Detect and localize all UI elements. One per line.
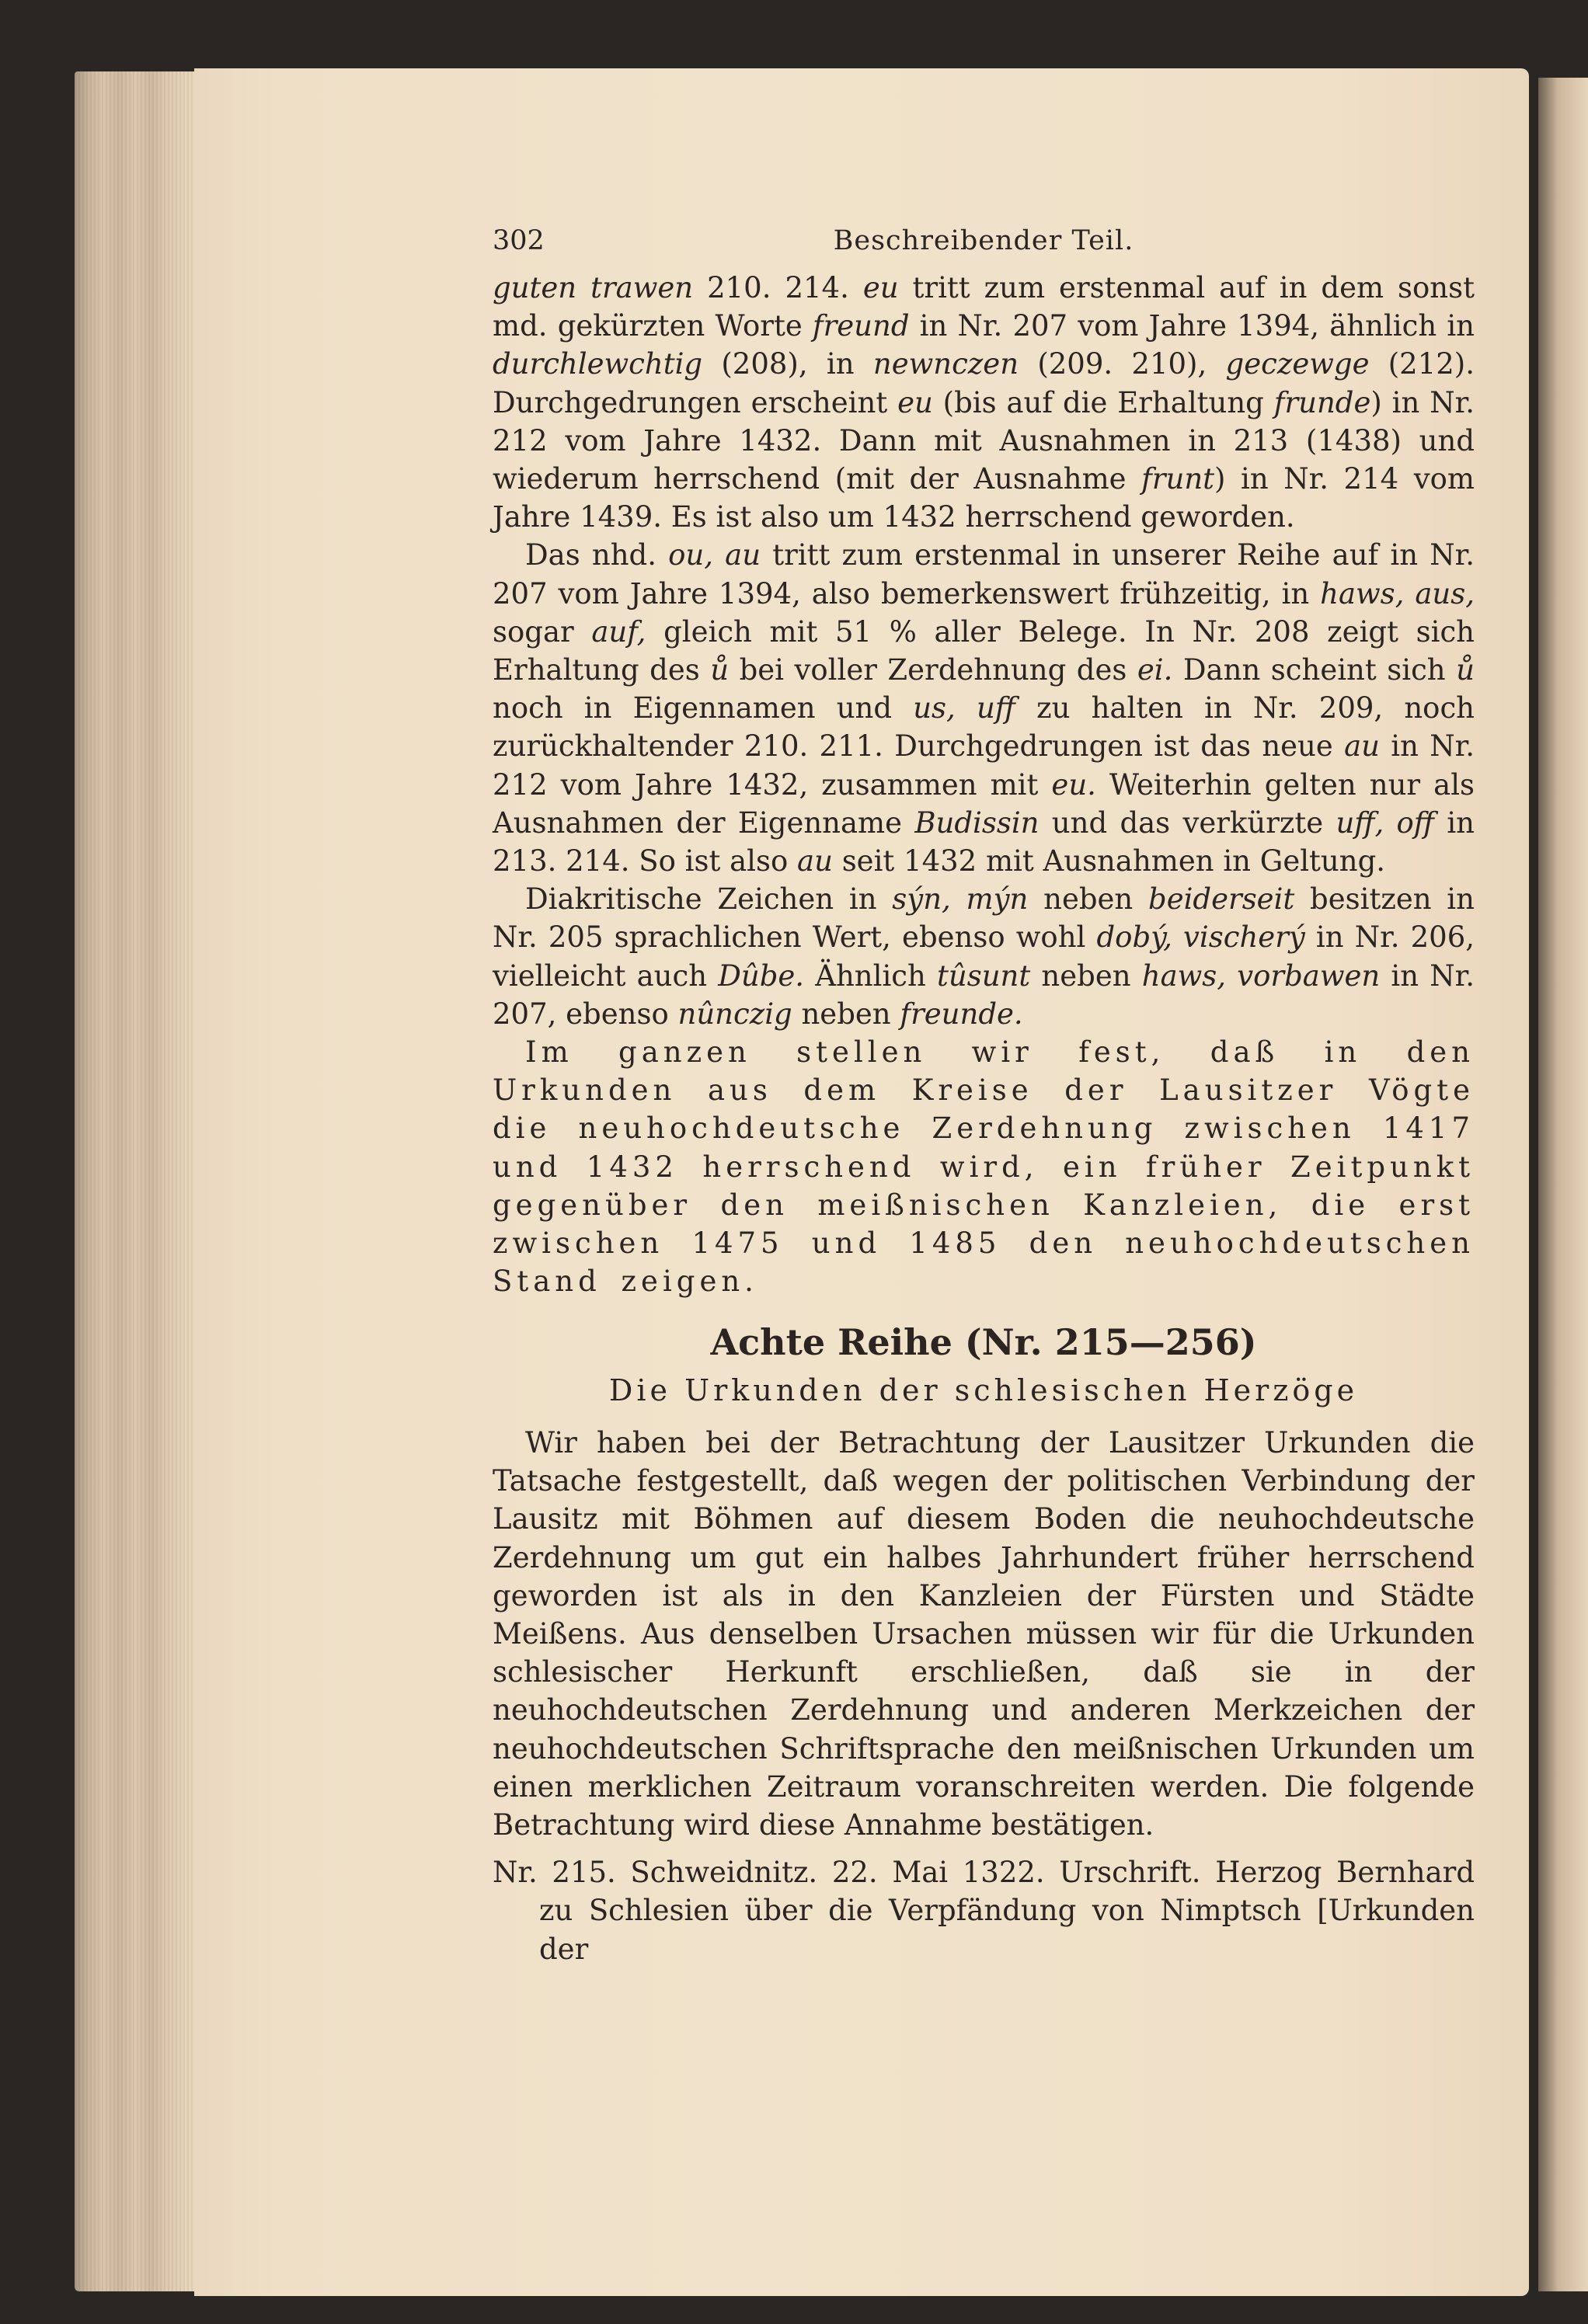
paragraph-3: Diakritische Zeichen in sýn, mýn neben beiderseit besitzen in Nr. 205 sprachlichen Wert, ebenso wohl dobý, vischerý in Nr. 206, vielleicht auch Dûbe. Ähnlich tûsunt neben haws, vorbawen in Nr. 207, ebenso nûnczig neben freunde. — [493, 882, 1475, 1031]
document-entry-215: Nr. 215. Schweidnitz. 22. Mai 1322. Urschrift. Herzog Bernhard zu Schlesien über die Verpfändung von Nimptsch [Urkunden der — [493, 1856, 1475, 1966]
paragraph-2: Das nhd. ou, au tritt zum erstenmal in unserer Reihe auf in Nr. 207 vom Jahre 1394, also bemerkenswert frühzeitig, in haws, aus, sogar auf, gleich mit 51 % aller Belege. In Nr. 208 zeigt sich Erhaltung des ů bei voller Zerdehnung des ei. Dann scheint sich ů noch in Eigennamen und us, uff zu halten in Nr. 209, noch zurückhaltender 210. 211. Durchgedrungen ist das neue au in Nr. 212 vom Jahre 1432, zusammen mit eu. Weiterhin gelten nur als Ausnahmen der Eigenname Budissin und das verkürzte uff, off in 213. 214. So ist also au seit 1432 mit Ausnahmen in Geltung. — [493, 538, 1475, 878]
page-number: 302 — [493, 225, 545, 256]
page-text — [493, 222, 1475, 1968]
running-head: Beschreibender Teil. — [833, 225, 1134, 256]
paragraph-1: guten trawen 210. 214. eu tritt zum erstenmal auf in dem sonst md. gekürzten Worte freund in Nr. 207 vom Jahre 1394, ähnlich in durchlewchtig (208), in newnczen (209. 210), geczewge (212). Durchgedrungen erscheint eu (bis auf die Erhaltung frunde) in Nr. 212 vom Jahre 1432. Dann mit Ausnahmen in 213 (1438) und wiederum herrschend (mit der Ausnahme frunt) in Nr. 214 vom Jahre 1439. Es ist also um 1432 herrschend geworden. — [493, 271, 1475, 534]
section-heading: Achte Reihe (Nr. 215—256) — [710, 1321, 1257, 1364]
paragraph-4-summary: Im ganzen stellen wir fest, daß in den Urkunden aus dem Kreise der Lausitzer Vögte die neuhochdeutsche Zerdehnung zwischen 1417 und 1432 herrschend wird, ein früher Zeitpunkt gegenüber den meißnischen Kanzleien, die erst zwischen 1475 und 1485 den neuhochdeutschen Stand zeigen. — [493, 1035, 1475, 1299]
facing-page-edge — [1538, 78, 1588, 2291]
book-page-edges — [75, 71, 207, 2291]
paragraph-5: Wir haben bei der Betrachtung der Lausitzer Urkunden die Tatsache festgestellt, daß wegen der politischen Verbindung der Lausitz mit Böhmen auf diesem Boden die neuhochdeutsche Zerdehnung um gut ein halbes Jahrhundert früher herrschend geworden ist als in den Kanzleien der Fürsten und Städte Meißens. Aus denselben Ursachen müssen wir für die Urkunden schlesischer Herkunft erschließen, daß sie in der neuhochdeutschen Zerdehnung und anderen Merkzeichen der neuhochdeutschen Schriftsprache den meißnischen Urkunden um einen merklichen Zeitraum voranschreiten werden. Die folgende Betrachtung wird diese Annahme bestätigen. — [493, 1425, 1475, 1842]
section-subheading: Die Urkunden der schlesischen Herzöge — [608, 1372, 1359, 1407]
page-header — [493, 222, 1475, 269]
